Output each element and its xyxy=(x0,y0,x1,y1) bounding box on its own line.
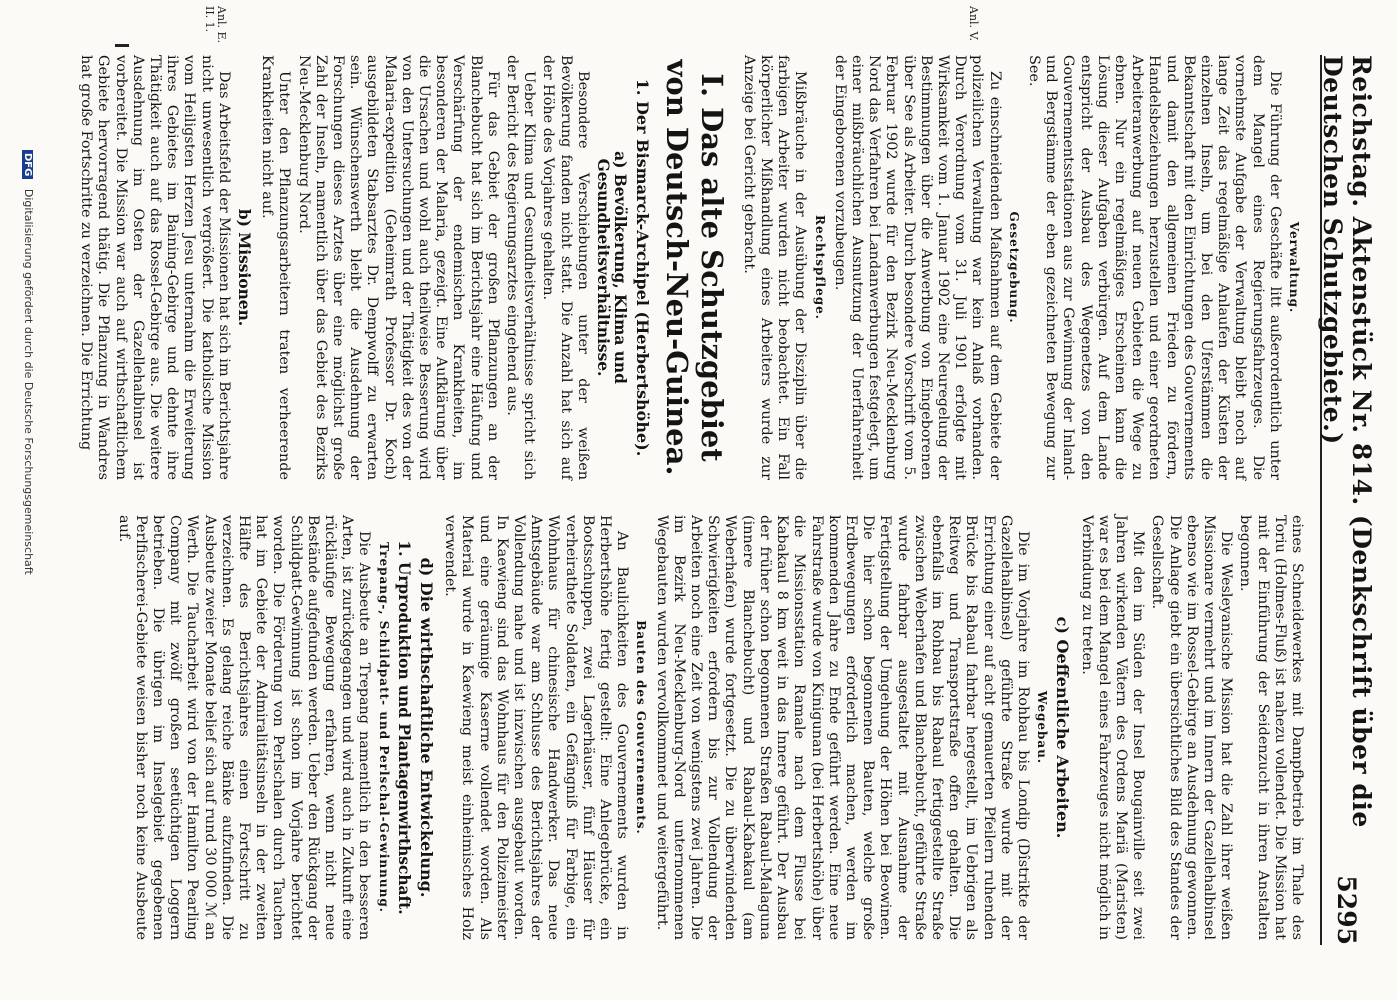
trepang-heading: Trepang-, Schildpatt- und Perlschal-Gewinnung. xyxy=(376,542,391,913)
right-column xyxy=(112,515,1305,940)
missionen-heading: b) Missionen. xyxy=(235,208,254,327)
bevoelkerung-heading: a) Bevölkerung, Klima und Gesundheitsverhältnisse. xyxy=(594,151,630,384)
margin-note-anl-v: Anl. V. xyxy=(967,6,980,42)
footer-credit xyxy=(22,150,35,575)
footer-credit-text: Digitalisierung gefördert durch die Deutsche Forschungsgemeinschaft xyxy=(22,188,35,575)
pflanzung-paragraph: Unter den Pflanzungsarbeitern traten verheerende Krankheiten nicht auf. xyxy=(259,55,293,480)
bevoelkerung-paragraph: Besondere Verschiebungen unter der weißen Bevölkerung fanden nicht statt. Die Anzahl hat sich auf der Höhe des Vorjahres gehalten. xyxy=(540,55,591,480)
wirthschaft-heading: d) Die wirthschaftliche Entwickelung. xyxy=(417,557,437,898)
gesetzgebung-paragraph: Zu einschneidenden Maßnahmen auf dem Gebiete der polizeilichen Verwaltung war kein Anlaß vorhanden. Durch Verordnung vom 31. Juli 1901 erfolgte mit Wirksamkeit vom 1. Januar 1902 eine Neuregelung der Bestimmungen über die Anwerbung von Eingeborenen über See als Arbeiter. Durch besondere Vorschrift vom 5. Februar 1902 wurde für den Bezirk Neu-Mecklenburg Nord das Verfahren bei Landanwerbungen festgelegt, um einer mißbräuchlichen Ausnutzung der Unerfahrenheit der Eingeborenen vorzubeugen. xyxy=(831,55,1003,480)
wegebau-paragraph: Die im Vorjahre im Rohbau bis Londip (Dîstrikte der Gazellehalbinsel) geführte Straße wurde mit der Errichtung einer auf acht gemauerten Pfeilern ruhenden Brücke bis Rabaul fahrbar hergestellt, im Uebrigen als Reitweg und Transportstraße offen gehalten. Die ebenfalls im Rohbau bis Rabaul fertiggestellte Straße zwischen Weberhafen und Blanchebucht, geführte Straße wurde fahrbar ausgestaltet mit Ausnahme der Fertigstellung der Umgehung der Höhen bei Beowinen. Die hier schon begonnenen Bauten, welche große Erdbewegungen erforderlich machen, werden im kommenden Jahre zu Ende geführt werden. Eine neue Fahrstraße wurde von Kinigunan (bei Herbertshöhe) über die Missionsstation Ramale nach dem Flusse bei Kabakaul 8 km weit in das Innere geführt. Der Ausbau der früher schon begonnenen Straßen Rabaul-Malaguna (innere Blanchebucht) und Rabaul-Kabakaul (am Weberhafen) wurde fortgesetzt. Die zu überwindenden Schwierigkeiten erfordern bis zur Vollendung der Arbeiten noch eine Zeit von wenigstens zwei Jahren. Die im Bezirk Neu-Mecklenburg-Nord unternommenen Wegebauten wurden vervollkommnet und weitergeführt. xyxy=(653,515,1031,940)
left-column xyxy=(75,55,1305,480)
bismarck-archipel-heading: 1. Der Bismarck-Archipel (Herbertshöhe). xyxy=(633,78,653,457)
missionen-paragraph: Das Arbeitsfeld der Missionen hat sich im Berichtsjahre nicht unwesentlich vergrößert. Die katholische Mission vom Heiligsten Herzen Jesu unternahm die Erweiterung ihres Gebietes im Baining-Gebirge und dehnte ihre Thätigkeit auch auf das Rossel-Gebirge aus. Die weitere Ausdehnung im Osten der Gazellehalbinsel ist vorbereitet. Die Mission war auch auf wirthschaftlichem Gebiete hervorragend thätig. Die Pflanzung in Wandres hat große Fortschritte zu verzeichnen. Die Errichtung xyxy=(78,55,232,480)
wesleyan-paragraph: Die Wesleyanische Mission hat die Zahl ihrer weißen Missionare vermehrt und im Innern der Gazellehalbinsel ebenso wie im Rossel-Gebirge an Ausdehnung gewonnen. Die Anlage giebt ein übersichtliches Bild des Standes der Gesellschaft. xyxy=(1149,515,1235,940)
page-number: 5295 xyxy=(1332,875,1362,945)
oeffentliche-arbeiten-heading: c) Oeffentliche Arbeiten. xyxy=(1053,616,1073,839)
dfg-logo: DFG xyxy=(22,150,33,179)
page-title: Reichstag. Aktenstück Nr. 814. (Denkschrift über die Deutschen Schutzgebiete.) xyxy=(1318,55,1376,828)
rechtspflege-paragraph: Mißbräuche in der Ausübung der Disziplin über die farbigen Arbeiter wurden nicht beobachtet. Ein Fall körperlicher Mißhandlung eines Arbeiters wurde zur Anzeige bei Gericht gebracht. xyxy=(740,55,809,480)
bauten-heading: Bauten des Gouvernements. xyxy=(634,620,649,835)
urproduktion-heading: 1. Urproduktion und Plantagenwirthschaft. xyxy=(394,540,413,915)
maristen-paragraph: Mit den im Süden der Insel Bougainville seit zwei Jahren wirkenden Vätern des Ordens Mariä (Maristen) war es bei dem Mangel eines Fahrzeuges nicht möglich in Verbindung zu treten. xyxy=(1078,515,1147,940)
wegebau-heading: Wegebau. xyxy=(1035,690,1050,765)
continuation-paragraph: eines Schneidewerkes mit Dampfbetrieb im Thale des Toriu (Holmes-Fluß) ist nahezu vollendet. Die Mission hat mit der Einführung der Seidenzucht in ihren Anstalten begonnen. xyxy=(1237,515,1305,940)
verwaltung-paragraph: Die Führung der Geschäfte litt außerordentlich unter dem Mangel eines Regierungsfahrzeuges. Die vornehmste Aufgabe der Verwaltung bleibt noch auf lange Zeit das regelmäßige Anlaufen der Küsten der einzelnen Inseln, um bei den Uferstämmen die Bekanntschaft mit den Einrichtungen des Gouvernements und damit den allgemeinen Frieden zu fördern, Handelsbeziehungen herzustellen und einer geordneten Arbeiteranwerbung auf neuen Gebieten die Wege zu ebnen. Nur ein regelmäßiges Erscheinen kann die Lösung dieser Aufgaben verbürgen. Auf dem Lande entspricht der Ausbau des Wegenetzes von den Gouvernementsstationen aus zur Gewinnung der Inland- und Bergstämme der eben gezeichneten Bewegung zur See. xyxy=(1025,55,1283,480)
margin-note-anl-e: Anl. E. II. 1. xyxy=(203,6,228,44)
bauten-paragraph: An Baulichkeiten des Gouvernements wurden in Herbertshöhe fertig gestellt: Eine Anlegebrücke, ein Bootsschuppen, zwei Lagerhäuser, fünf Häuser für verheirathete Soldaten, ein Gefängniß für Farbige, ein Wohnhaus für chinesische Handwerker. Das neue Amtsgebäude war am Schlusse des Berichtsjahres der Vollendung nahe und ist inzwischen ausgebaut worden. In Kaewieng sind das Wohnhaus für den Polizeimeister und eine geräumige Kaserne vollendet worden. Als Material wurde in Kaewieng meist einheimisches Holz verwendet. xyxy=(442,515,631,940)
gesundheit-paragraph: Für das Gebiet der großen Pflanzungen an der Blanchebucht hat sich im Berichtsjahr eine Häufung und Verschärfung der endemischen Krankheiten, im besonderen der Malaria, gezeigt. Eine Aufklärung über die Ursachen und wohl auch theilweise Besserung wird von den Untersuchungen und der Thätigkeit des von der Malaria-expedition (Geheimrath Professor Dr. Koch) ausgebildeten Stabsarztes Dr. Dempwolff zu erwarten sein. Wünschenswerth bleibt die Ausdehnung der Forschungen dieses Arztes über eine möglichst große Zahl der Inseln, namentlich über das Gebiet des Bezirks Neu-Mecklenburg Nord. xyxy=(295,55,501,480)
rechtspflege-heading: Rechtspflege. xyxy=(812,215,827,320)
trepang-paragraph: Die Ausbeute an Trepang namentlich in den besseren Arten, ist zurückgegangen und wird auch in Zukunft eine rückläufige Bewegung erfahren, wenn nicht neue Bestände aufgefunden werden. Ueber den Rückgang der Schildpatt-Gewinnung ist schon im Vorjahre berichtet worden. Die Förderung von Perlschalen durch Tauchen hat im Gebiete der Admiralitätsinseln in der zweiten Hälfte des Berichtsjahres einen Fortschritt zu verzeichnen. Es gelang reiche Bänke aufzufinden. Die Ausbeute zweier Monate belief sich auf rund 30 000 ℳ an Werth. Die Taucharbeit wird von der Hamilton Pearling Company mit zwölf großen seetüchtigen Loggern betrieben. Die übrigen im Inselgebiet gegebenen Perlfischerei-Gebiete weisen bisher noch keine Ausbeute auf. xyxy=(115,515,373,940)
print-mark xyxy=(115,44,129,47)
verwaltung-heading: Verwaltung. xyxy=(1287,221,1301,314)
section-title: I. Das alte Schutzgebiet von Deutsch-Neu-Guinea. xyxy=(660,59,730,476)
gesetzgebung-heading: Gesetzgebung. xyxy=(1006,211,1021,324)
klima-paragraph: Ueber Klima und Gesundheitsverhältnisse spricht sich der Bericht des Regierungsarztes eingehend aus. xyxy=(504,55,538,480)
page-header xyxy=(1318,55,1376,945)
